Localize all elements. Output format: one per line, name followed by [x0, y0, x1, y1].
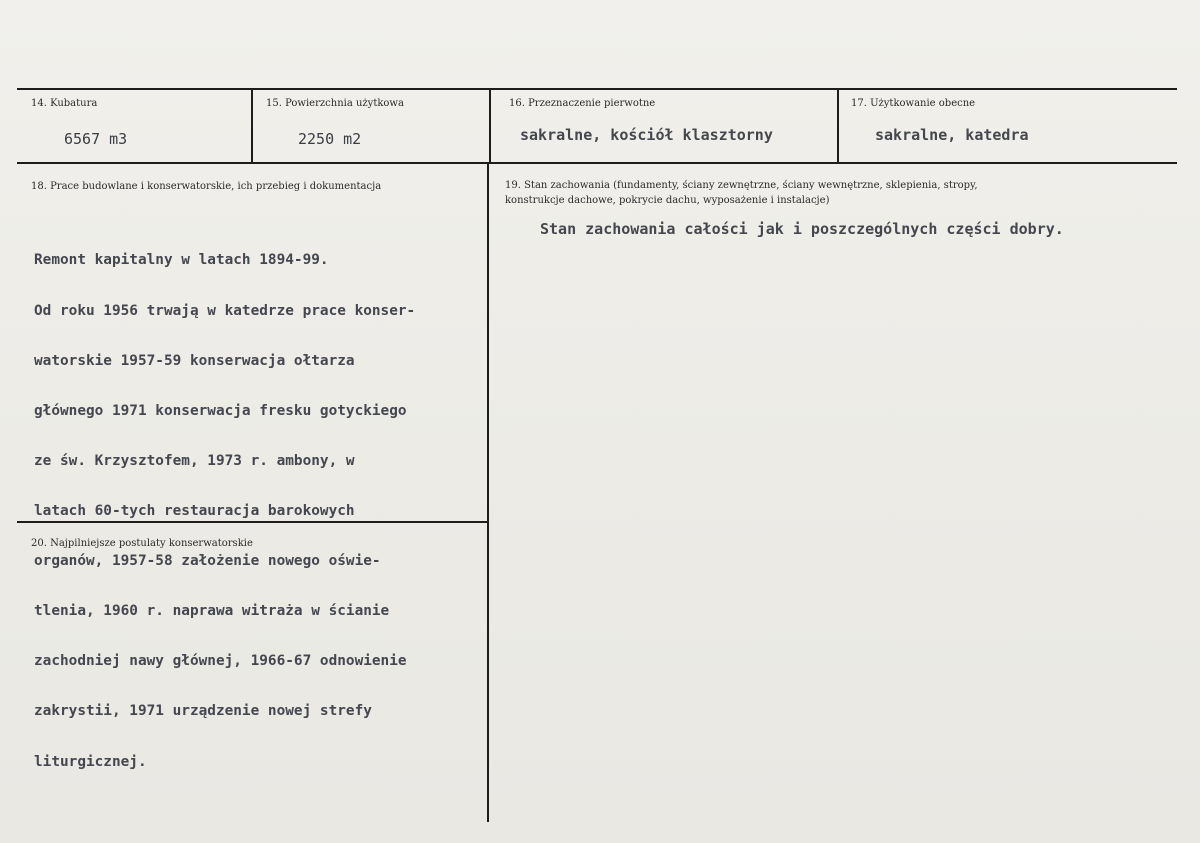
- field-20-label: 20. Najpilniejsze postulaty konserwatorskie: [31, 538, 253, 549]
- field-15-value: 2250 m2: [298, 130, 362, 148]
- field-18-line: Od roku 1956 trwają w katedrze prace konser-: [34, 302, 416, 319]
- field-14-label: 14. Kubatura: [31, 98, 98, 109]
- field-16-label: 16. Przeznaczenie pierwotne: [509, 98, 656, 109]
- field-18-line: ze św. Krzysztofem, 1973 r. ambony, w: [34, 452, 355, 469]
- field-18-line: Remont kapitalny w latach 1894-99.: [34, 252, 329, 269]
- divider-15-16: [489, 88, 491, 163]
- header-bottom-rule: [17, 162, 1177, 164]
- field-18-line: latach 60-tych restauracja barokowych: [34, 502, 355, 519]
- field-18-line: tlenia, 1960 r. naprawa witraża w ścianie: [34, 603, 390, 620]
- field-18-line: zakrystii, 1971 urządzenie nowej strefy: [34, 703, 372, 720]
- field-18-label: 18. Prace budowlane i konserwatorskie, ich przebieg i dokumentacja: [31, 181, 382, 192]
- field-17-value: sakralne, katedra: [875, 126, 1029, 144]
- field-18-text: [34, 219, 415, 804]
- divider-14-15: [251, 88, 253, 163]
- field-18-line: zachodniej nawy głównej, 1966-67 odnowienie: [34, 653, 407, 670]
- field-18-line: watorskie 1957-59 konserwacja ołtarza: [34, 352, 355, 369]
- field-16-value: sakralne, kościół klasztorny: [520, 126, 773, 144]
- field-18-line: liturgicznej.: [34, 753, 147, 770]
- field-19-label-line-2: konstrukcje dachowe, pokrycie dachu, wyposażenie i instalacje): [505, 195, 830, 206]
- field-19-value: Stan zachowania całości jak i poszczególnych części dobry.: [540, 220, 1064, 238]
- field-15-label: 15. Powierzchnia użytkowa: [266, 98, 404, 109]
- field-14-value: 6567 m3: [64, 130, 128, 148]
- field-18-line: organów, 1957-58 założenie nowego oświe-: [34, 553, 381, 570]
- divider-main-column: [487, 162, 489, 822]
- field-18-line: głównego 1971 konserwacja fresku gotyckiego: [34, 402, 407, 419]
- top-rule: [17, 88, 1177, 90]
- divider-16-17: [837, 88, 839, 163]
- field-17-label: 17. Użytkowanie obecne: [851, 98, 976, 109]
- field-19-label-line-1: 19. Stan zachowania (fundamenty, ściany zewnętrzne, ściany wewnętrzne, sklepienia, stropy,: [505, 180, 978, 191]
